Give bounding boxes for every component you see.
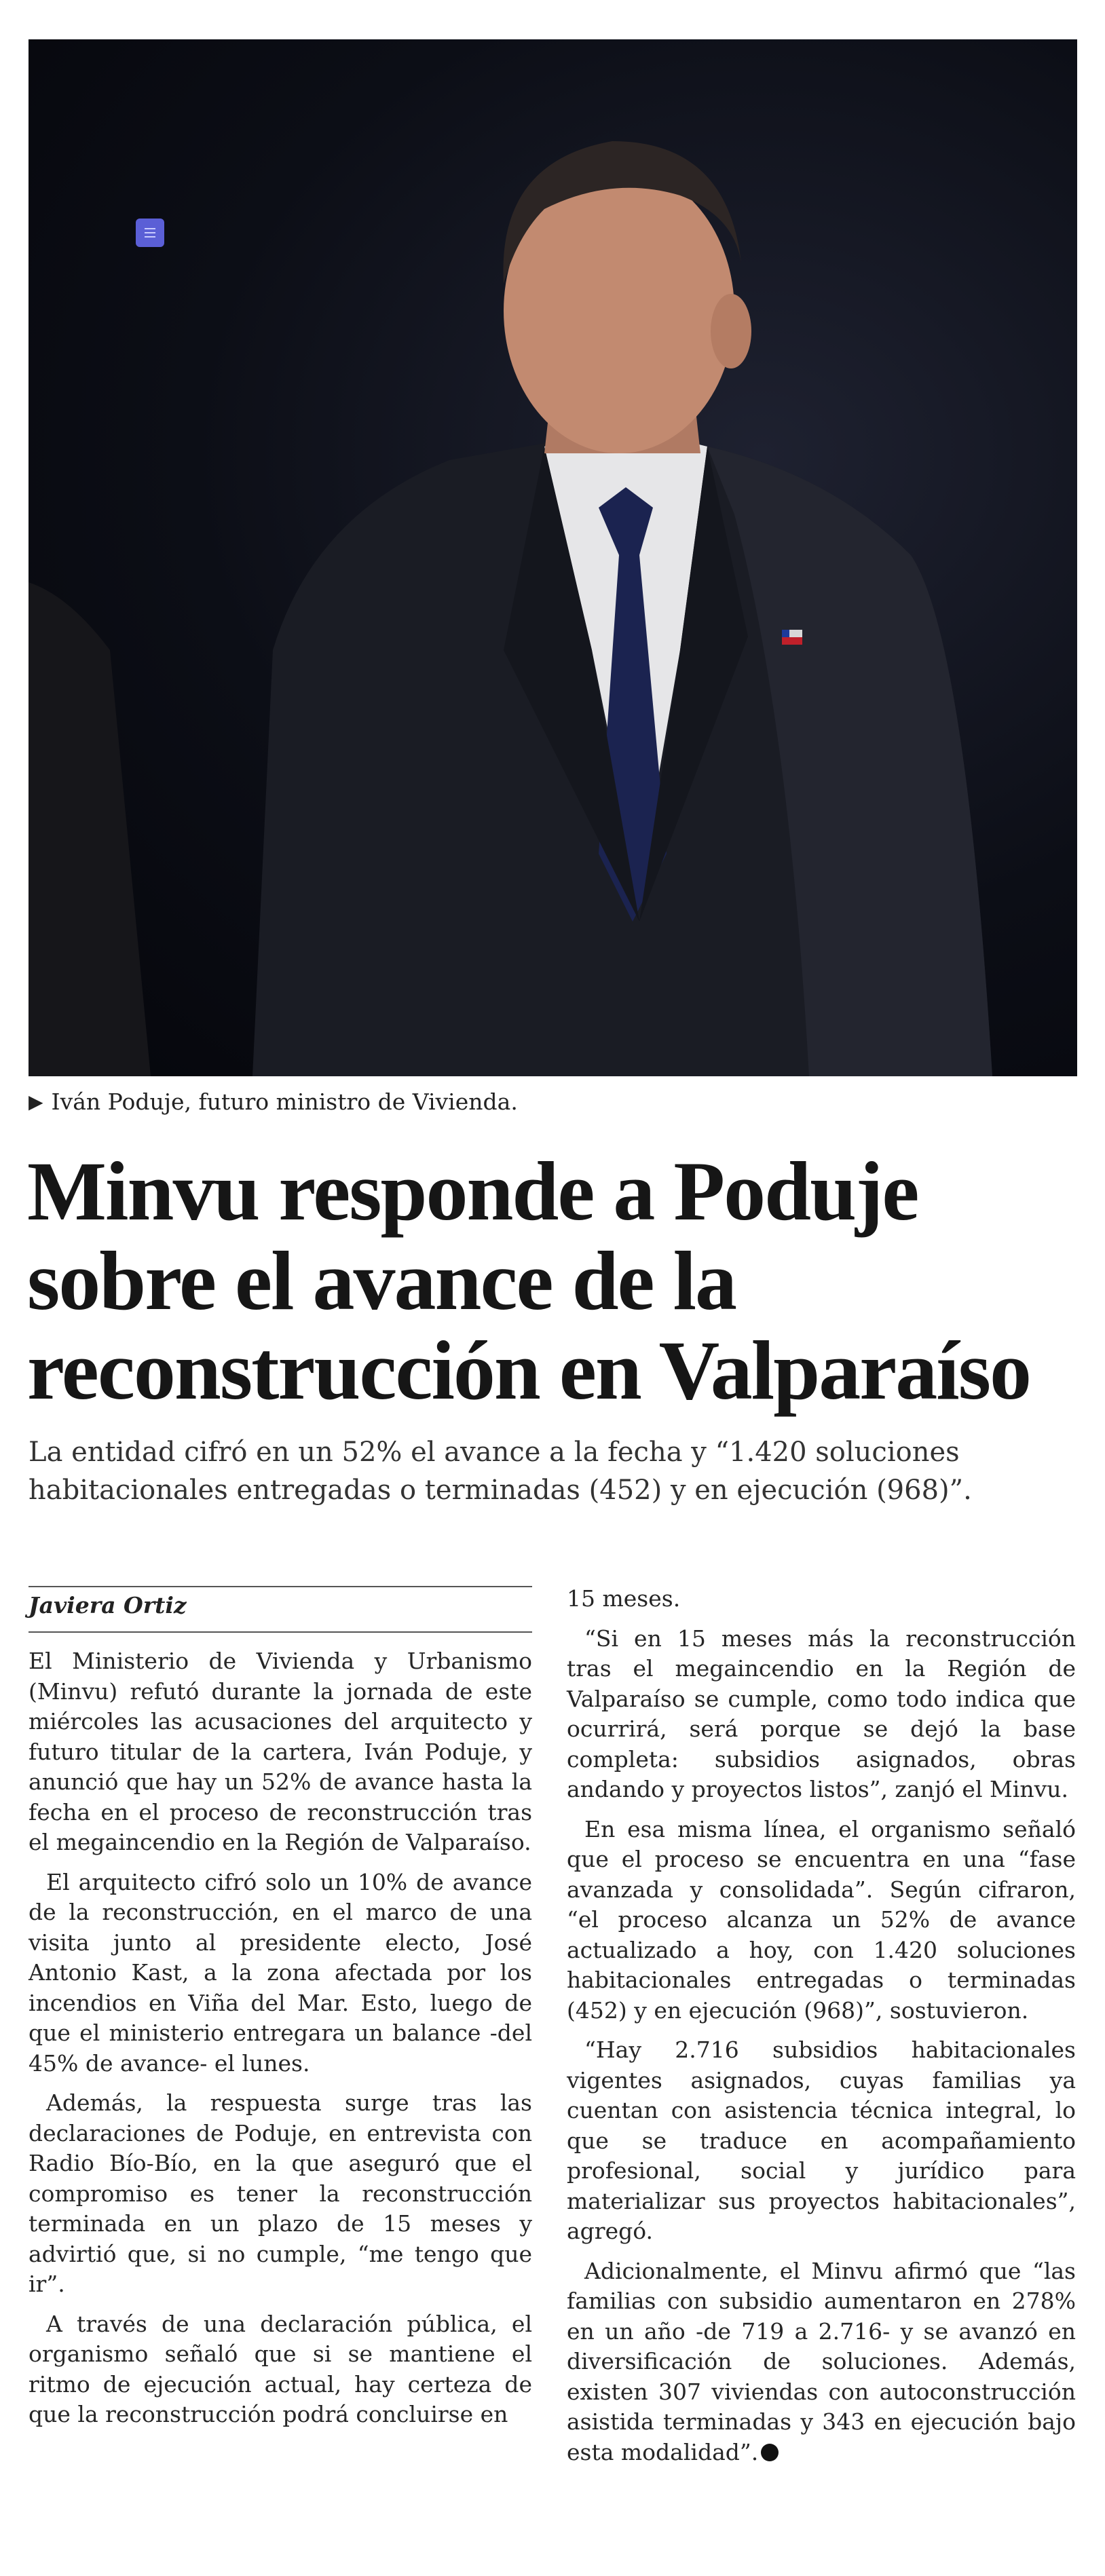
paragraph: El arquitecto cifró solo un 10% de avance de la reconstrucción, en el marco de una visita junto al presidente electo, José Antonio Kast, a la zona afectada por los incendios en Viña del Mar. Esto, luego de que el ministerio entregara un balance -del 45% de avance- el lunes.	[29, 1868, 532, 2077]
byline-rule-bottom	[29, 1631, 532, 1633]
paragraph: 15 meses.	[567, 1585, 681, 1612]
article-photo	[29, 39, 1077, 1076]
byline-rule-top	[29, 1586, 532, 1587]
paragraph-last	[567, 2256, 1076, 2468]
paragraph: El Ministerio de Vivienda y Urbanismo (Minvu) refutó durante la jornada de este miércoles las acusaciones del arquitecto y futuro titular de la cartera, Iván Poduje, y anunció que hay un 52% de avance hasta la fecha en el proceso de reconstrucción tras el megaincendio en la Región de Valparaíso.	[29, 1648, 532, 1855]
body-column-2	[567, 1584, 1076, 2477]
caption-text: Iván Poduje, futuro ministro de Vivienda.	[51, 1088, 518, 1115]
headline-line-1: Minvu responde a Poduje	[27, 1145, 918, 1238]
headline	[27, 1147, 1086, 1416]
subheadline: La entidad cifró en un 52% el avance a la fecha y “1.420 soluciones habitacionales entregadas o terminadas (452) y en ejecución (968)”.	[29, 1437, 972, 1506]
paragraph: “Si en 15 meses más la reconstrucción tras el megaincendio en la Región de Valparaíso se cumple, como todo indica que ocurrirá, será porque se dejó la base completa: subsidios asignados, obras andando y proyectos listos”, zanjó el Minvu.	[567, 1625, 1076, 1802]
body-column-1	[29, 1646, 532, 2440]
byline: Javiera Ortiz	[29, 1592, 187, 1618]
paragraph: A través de una declaración pública, el organismo señaló que si se mantiene el ritmo de ejecución actual, hay certeza de que la reconstrucción podrá concluirse en	[29, 2310, 532, 2427]
paragraph: “Hay 2.716 subsidios habitacionales vigentes asignados, cuyas familias ya cuentan con asistencia técnica integral, lo que se traduce en acompañamiento profesional, social y jurídico para materializar sus proyectos habitacionales”, agregó.	[567, 2037, 1076, 2244]
headline-line-2: sobre el avance de la	[27, 1234, 736, 1327]
paragraph: Además, la respuesta surge tras las declaraciones de Poduje, en entrevista con Radio Bío-Bío, en la que aseguró que el compromiso es tener la reconstrucción terminada en un plazo de 15 meses y advirtió que, si no cumple, “me tengo que ir”.	[29, 2089, 532, 2297]
menu-lines-icon[interactable]	[136, 219, 164, 247]
triangle-right-icon: ▶	[29, 1091, 43, 1113]
paragraph: En esa misma línea, el organismo señaló que el proceso se encuentra en una “fase avanzada y consolidada”. Según cifraron, “el proceso alcanza un 52% de avance actualizado a hoy, con 1.420 soluciones habitacionales entregadas o terminadas (452) y en ejecución (968)”, sostuvieron.	[567, 1815, 1076, 2024]
end-dot-icon	[761, 2444, 779, 2461]
person-photo-illustration	[29, 39, 1077, 1076]
headline-line-3: reconstrucción en Valparaíso	[27, 1324, 1030, 1417]
paragraph-last-text: Adicionalmente, el Minvu afirmó que “las familias con subsidio aumentaron en 278% en un año -de 719 a 2.716- y se avanzó en diversificación de soluciones. Además, existen 307 viviendas con autoconstrucción asistida terminadas y 343 en ejecución bajo esta modalidad”.	[567, 2257, 1076, 2465]
photo-caption	[29, 1088, 518, 1115]
